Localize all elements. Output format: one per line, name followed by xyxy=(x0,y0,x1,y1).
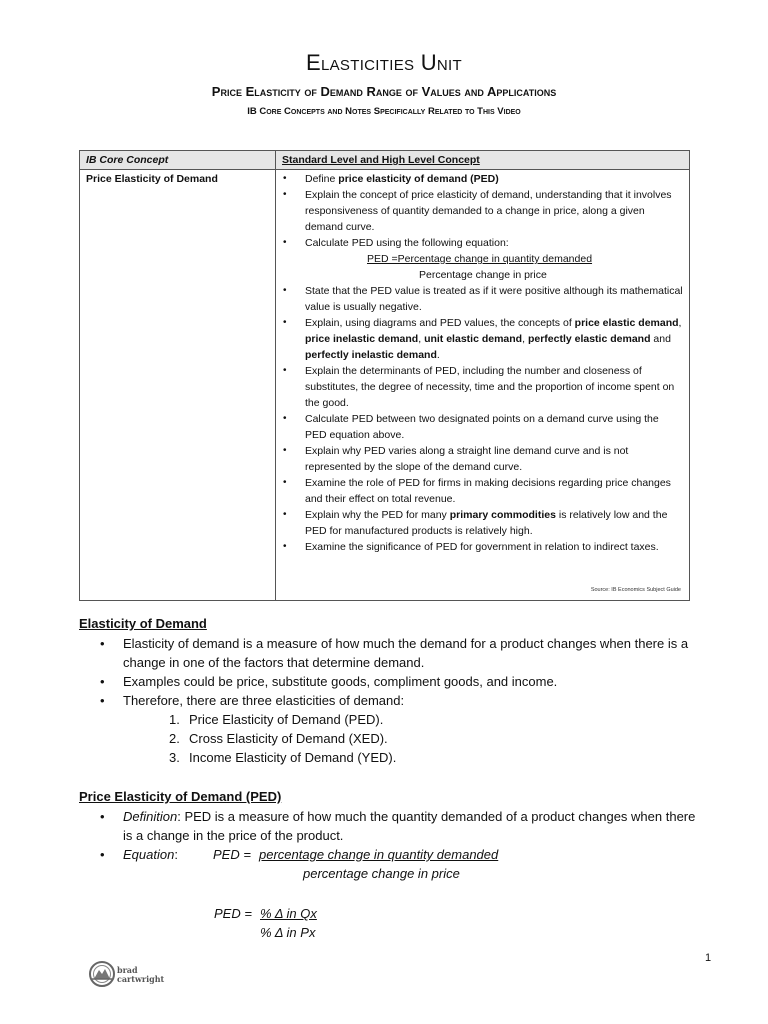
item-bold-text: unit elastic demand xyxy=(424,333,523,345)
document-subsubtitle: IB Core Concepts and Notes Specifically Related to This Video xyxy=(247,106,521,117)
ped-short-equation xyxy=(79,904,704,942)
elasticity-section xyxy=(79,634,704,767)
item-text: : xyxy=(177,809,185,824)
item-text: Calculate PED using the following equation: xyxy=(305,237,509,249)
item-bold-text: price elasticity of demand (PED) xyxy=(338,173,499,185)
equation-numerator: PED =Percentage change in quantity demanded xyxy=(367,253,593,265)
list-item: • Examine the role of PED for firms in making decisions regarding price changes and their effect on total revenue. xyxy=(305,475,683,507)
equation-lhs: PED = xyxy=(214,906,252,921)
definition-text: PED is a measure of how much the quantity demanded of a product changes when there is a change in the price of the product. xyxy=(123,809,696,843)
item-bold-text: price elastic demand xyxy=(574,317,679,329)
list-item xyxy=(305,507,683,539)
concept-objectives xyxy=(276,170,690,601)
list-item xyxy=(123,691,704,767)
equation-denominator: % Δ in Px xyxy=(260,925,316,940)
elasticity-types-list xyxy=(123,710,704,767)
objectives-list xyxy=(282,171,683,555)
list-item xyxy=(123,807,704,845)
ped-section xyxy=(79,807,704,883)
item-text: , xyxy=(418,333,425,345)
section-heading-ped: Price Elasticity of Demand (PED) xyxy=(79,789,282,804)
document-subtitle: Price Elasticity of Demand Range of Values and Applications xyxy=(211,84,557,99)
item-text: Explain, using diagrams and PED values, the concepts of xyxy=(305,317,575,329)
equation-lhs: PED = xyxy=(213,847,251,862)
concept-name: Price Elasticity of Demand xyxy=(80,170,276,601)
list-text: Cross Elasticity of Demand (XED). xyxy=(189,731,388,746)
header-sl-hl-concept: Standard Level and High Level Concept xyxy=(276,151,690,170)
list-item: • Examine the significance of PED for government in relation to indirect taxes. xyxy=(305,539,683,555)
core-concepts-table xyxy=(79,150,690,601)
item-text: Define xyxy=(305,173,339,185)
list-number: 3. xyxy=(169,750,180,765)
item-bold-text: perfectly inelastic demand xyxy=(305,349,437,361)
item-text: Therefore, there are three elasticities of demand: xyxy=(123,693,405,708)
equation-line-3 xyxy=(79,904,704,923)
list-item: • Calculate PED between two designated points on a demand curve using the PED equation above. xyxy=(305,411,683,443)
header-ib-core-concept: IB Core Concept xyxy=(80,151,276,170)
list-item: • Explain the determinants of PED, including the number and closeness of substitutes, the degree of necessity, time and the proportion of income spent on the good. xyxy=(305,363,683,411)
item-text: : xyxy=(174,847,178,862)
item-bold-text: price inelastic demand xyxy=(305,333,419,345)
list-number: 2. xyxy=(169,731,180,746)
definition-label: Definition xyxy=(123,809,178,824)
elasticity-bullets xyxy=(79,634,704,767)
list-item: • Examples could be price, substitute goods, compliment goods, and income. xyxy=(123,672,704,691)
item-text: , xyxy=(678,317,682,329)
item-text: is relatively low and the PED for manufactured products is relatively high. xyxy=(305,509,668,537)
table-row xyxy=(80,170,690,601)
ped-bullets xyxy=(79,807,704,883)
section-heading-elasticity: Elasticity of Demand xyxy=(79,616,207,631)
list-item: • Explain the concept of price elasticity of demand, understanding that it involves responsiveness of quantity demanded to a change in price, along a given demand curve. xyxy=(305,187,683,235)
equation-numerator: percentage change in quantity demanded xyxy=(259,847,499,862)
item-bold-text: perfectly elastic demand xyxy=(527,333,651,345)
list-item xyxy=(169,710,704,729)
logo-text-line2: cartwright xyxy=(117,974,165,984)
item-text: . xyxy=(436,349,440,361)
list-number: 1. xyxy=(169,712,180,727)
equation-label: Equation xyxy=(123,847,175,862)
list-item xyxy=(169,748,704,767)
list-item xyxy=(123,845,704,883)
list-item xyxy=(305,235,683,283)
list-item: • Elasticity of demand is a measure of how much the demand for a product changes when there is a change in one of the factors that determine demand. xyxy=(123,634,704,672)
source-note: Source: IB Economics Subject Guide xyxy=(590,587,681,593)
page-number: 1 xyxy=(705,952,712,964)
item-bold-text: primary commodities xyxy=(449,509,556,521)
document-title: Elasticities Unit xyxy=(306,50,462,75)
list-text: Income Elasticity of Demand (YED). xyxy=(189,750,397,765)
list-text: Price Elasticity of Demand (PED). xyxy=(189,712,384,727)
equation-line-2 xyxy=(123,864,704,883)
list-item xyxy=(305,315,683,363)
equation-denominator: percentage change in price xyxy=(303,866,460,881)
item-text: Explain why the PED for many xyxy=(305,509,450,521)
table-header-row xyxy=(80,151,690,170)
logo-text-line1: brad xyxy=(117,965,138,975)
equation-line-1 xyxy=(123,845,704,864)
list-item: • State that the PED value is treated as if it were positive although its mathematical value is usually negative. xyxy=(305,283,683,315)
equation-denominator: Percentage change in price xyxy=(419,269,547,281)
equation-numerator: % Δ in Qx xyxy=(260,906,317,921)
list-item xyxy=(169,729,704,748)
equation-line-4 xyxy=(79,923,704,942)
item-text: and xyxy=(650,333,671,345)
list-item: • Explain why PED varies along a straight line demand curve and is not represented by the slope of the demand curve. xyxy=(305,443,683,475)
item-text: , xyxy=(522,333,528,345)
list-item xyxy=(305,171,683,187)
